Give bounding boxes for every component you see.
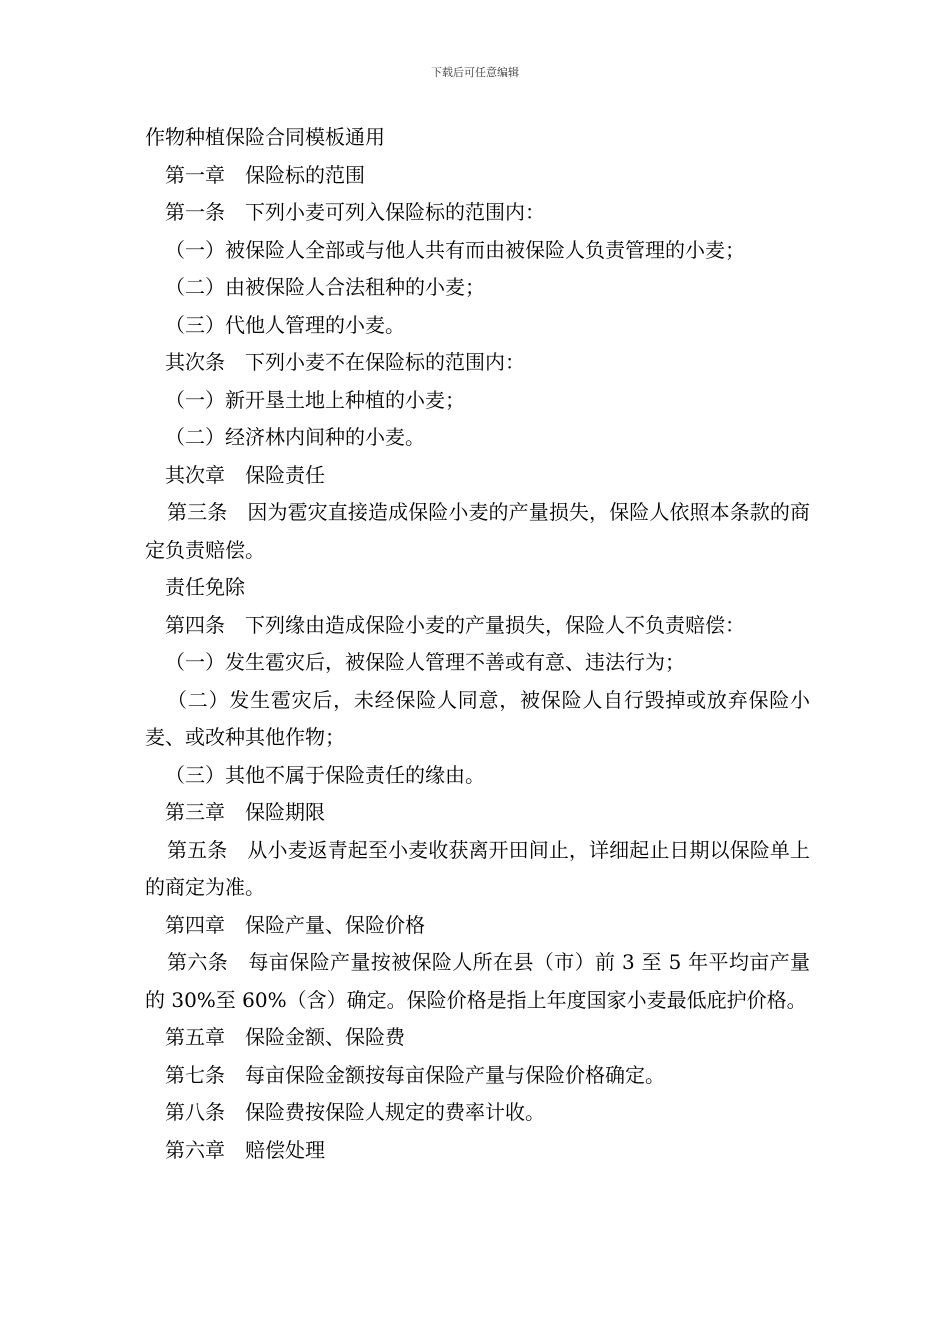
article-line: 第七条 每亩保险金额按每亩保险产量与保险价格确定。 [165, 1062, 665, 1087]
chapter-heading: 第四章 保险产量、保险价格 [165, 912, 425, 937]
article-line: 第四条 下列缘由造成保险小麦的产量损失，保险人不负责赔偿： [165, 612, 745, 637]
list-item-paragraph: （二）发生雹灾后，未经保险人同意，被保险人自行毁掉或放弃保险小麦、或改种其他作物； [145, 687, 810, 749]
document-title: 作物种植保险合同模板通用 [145, 125, 385, 149]
list-item: （一）新开垦土地上种植的小麦； [165, 387, 465, 412]
list-item: （一）被保险人全部或与他人共有而由被保险人负责管理的小麦； [165, 237, 745, 262]
section-heading: 责任免除 [165, 575, 245, 599]
page-header: 下载后可任意编辑 [431, 66, 519, 79]
list-item: （一）发生雹灾后，被保险人管理不善或有意、违法行为； [165, 650, 685, 674]
article-paragraph: 第六条 每亩保险产量按被保险人所在县（市）前 3 至 5 年平均亩产量的 30%至 60%（含）确定。保险价格是指上年度国家小麦最低庇护价格。 [145, 950, 810, 1012]
chapter-heading: 第三章 保险期限 [165, 800, 325, 824]
article-paragraph: 第五条 从小麦返青起至小麦收获离开田间止，详细起止日期以保险单上的商定为准。 [145, 837, 810, 899]
list-item: （二）由被保险人合法租种的小麦； [165, 275, 485, 299]
article-paragraph: 第三条 因为雹灾直接造成保险小麦的产量损失，保险人依照本条款的商定负责赔偿。 [145, 500, 810, 562]
chapter-heading: 第五章 保险金额、保险费 [165, 1025, 405, 1049]
article-line: 第八条 保险费按保险人规定的费率计收。 [165, 1100, 545, 1124]
list-item: （二）经济林内间种的小麦。 [165, 425, 425, 449]
list-item: （三）其他不属于保险责任的缘由。 [165, 762, 485, 787]
list-item: （三）代他人管理的小麦。 [165, 312, 405, 337]
article-line: 第一条 下列小麦可列入保险标的范围内： [165, 200, 545, 224]
chapter-heading: 其次章 保险责任 [165, 462, 325, 487]
chapter-heading: 第六章 赔偿处理 [165, 1137, 325, 1162]
document-body [145, 119, 810, 1169]
article-line: 其次条 下列小麦不在保险标的范围内： [165, 350, 525, 374]
chapter-heading: 第一章 保险标的范围 [165, 162, 365, 187]
